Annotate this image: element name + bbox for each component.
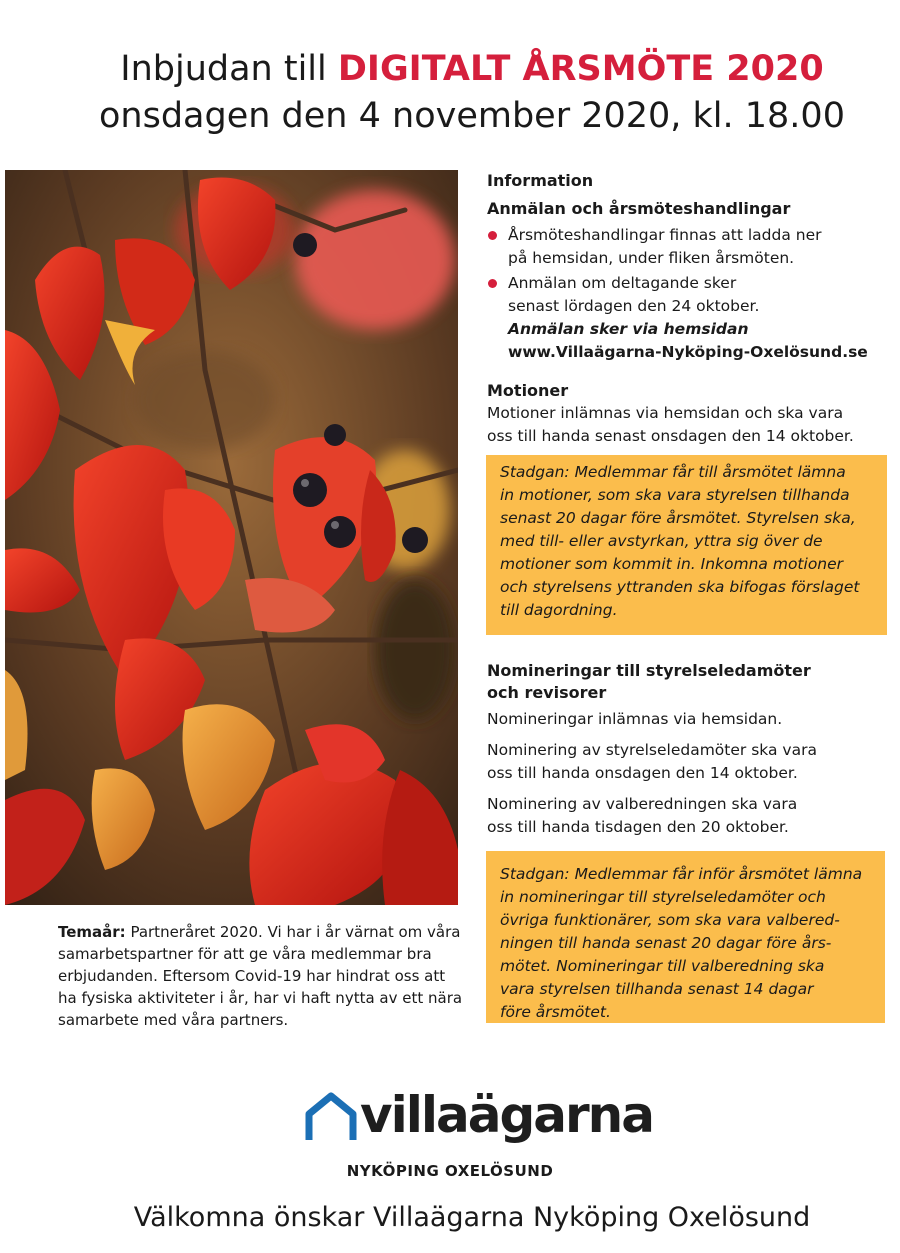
nomineringar-heading-1: Nomineringar till styrelseledamöter	[487, 661, 811, 680]
bullet-dot	[488, 279, 497, 288]
registration-subheading: Anmälan och årsmöteshandlingar	[487, 199, 791, 218]
caption-label: Temaår:	[58, 923, 126, 941]
nomineringar-statute-box: Stadgan: Medlemmar får inför årsmötet lämna in nomineringar till styrelseledamöter och övriga funktionärer, som ska vara valbered- ningen till handa senast 20 dagar före års- mötet. Nomineringar till valberedning ska vara styrelsen tillhanda senast 14 dagar före årsmötet.	[486, 851, 885, 1023]
house-icon	[305, 1092, 357, 1144]
motioner-statute-box: Stadgan: Medlemmar får till årsmötet lämna in motioner, som ska vara styrelsen tillhanda senast 20 dagar före årsmötet. Styrelsen ska, med till- eller avstyrkan, yttra sig över de motioner som kommit in. Inkomna motioner och styrelsens yttranden ska bifogas förslaget till dagordning.	[486, 455, 887, 635]
motioner-line-2: oss till handa senast onsdagen den 14 oktober.	[487, 427, 854, 445]
logo-subtitle: NYKÖPING OXELÖSUND	[346, 1162, 554, 1180]
motioner-heading: Motioner	[487, 381, 569, 400]
information-section	[487, 170, 887, 364]
nomineringar-p2-line-2: oss till handa onsdagen den 14 oktober.	[487, 764, 798, 782]
welcome-footer: Välkomna önskar Villaägarna Nyköping Oxelösund	[133, 1202, 811, 1233]
motioner-section	[487, 380, 887, 448]
logo-wordmark: villaägarna	[360, 1086, 654, 1144]
caption-text: Partneråret 2020. Vi har i år värnat om våra samarbetspartner för att ge våra medlemmar bra erbjudanden. Eftersom Covid-19 har hindrat oss att ha fysiska aktiviteter i år, har vi haft nytta av ett nära samarbete med våra partners.	[58, 923, 463, 1029]
title-line-2: onsdagen den 4 november 2020, kl. 18.00	[99, 96, 845, 136]
nomineringar-p3-line-1: Nominering av valberedningen ska vara	[487, 795, 798, 813]
villaagarna-logo	[305, 1086, 654, 1148]
nomineringar-p3-line-2: oss till handa tisdagen den 20 oktober.	[487, 818, 789, 836]
website-link[interactable]: www.Villaägarna-Nyköping-Oxelösund.se	[508, 343, 868, 361]
motioner-line-1: Motioner inlämnas via hemsidan och ska vara	[487, 404, 844, 422]
information-heading: Information	[487, 171, 594, 190]
autumn-leaves-photo	[5, 170, 458, 905]
bullet-dot	[488, 231, 497, 240]
nomineringar-heading-2: och revisorer	[487, 683, 607, 702]
registration-note: Anmälan sker via hemsidan	[508, 320, 749, 338]
theme-caption	[58, 921, 468, 1031]
nomineringar-p2-line-1: Nominering av styrelseledamöter ska vara	[487, 741, 817, 759]
bullet-registration: Anmälan om deltagande sker senast lördagen den 24 oktober. Anmälan sker via hemsidan www.Villaägarna-Nyköping-Oxelösund.se	[487, 272, 887, 364]
bullet-documents: Årsmöteshandlingar finnas att ladda ner på hemsidan, under fliken årsmöten.	[487, 224, 887, 270]
nomineringar-section	[487, 660, 887, 839]
title-line-1: Inbjudan till DIGITALT ÅRSMÖTE 2020	[120, 49, 824, 89]
title-accent: DIGITALT ÅRSMÖTE 2020	[337, 49, 824, 89]
nomineringar-p1: Nomineringar inlämnas via hemsidan.	[487, 710, 783, 728]
